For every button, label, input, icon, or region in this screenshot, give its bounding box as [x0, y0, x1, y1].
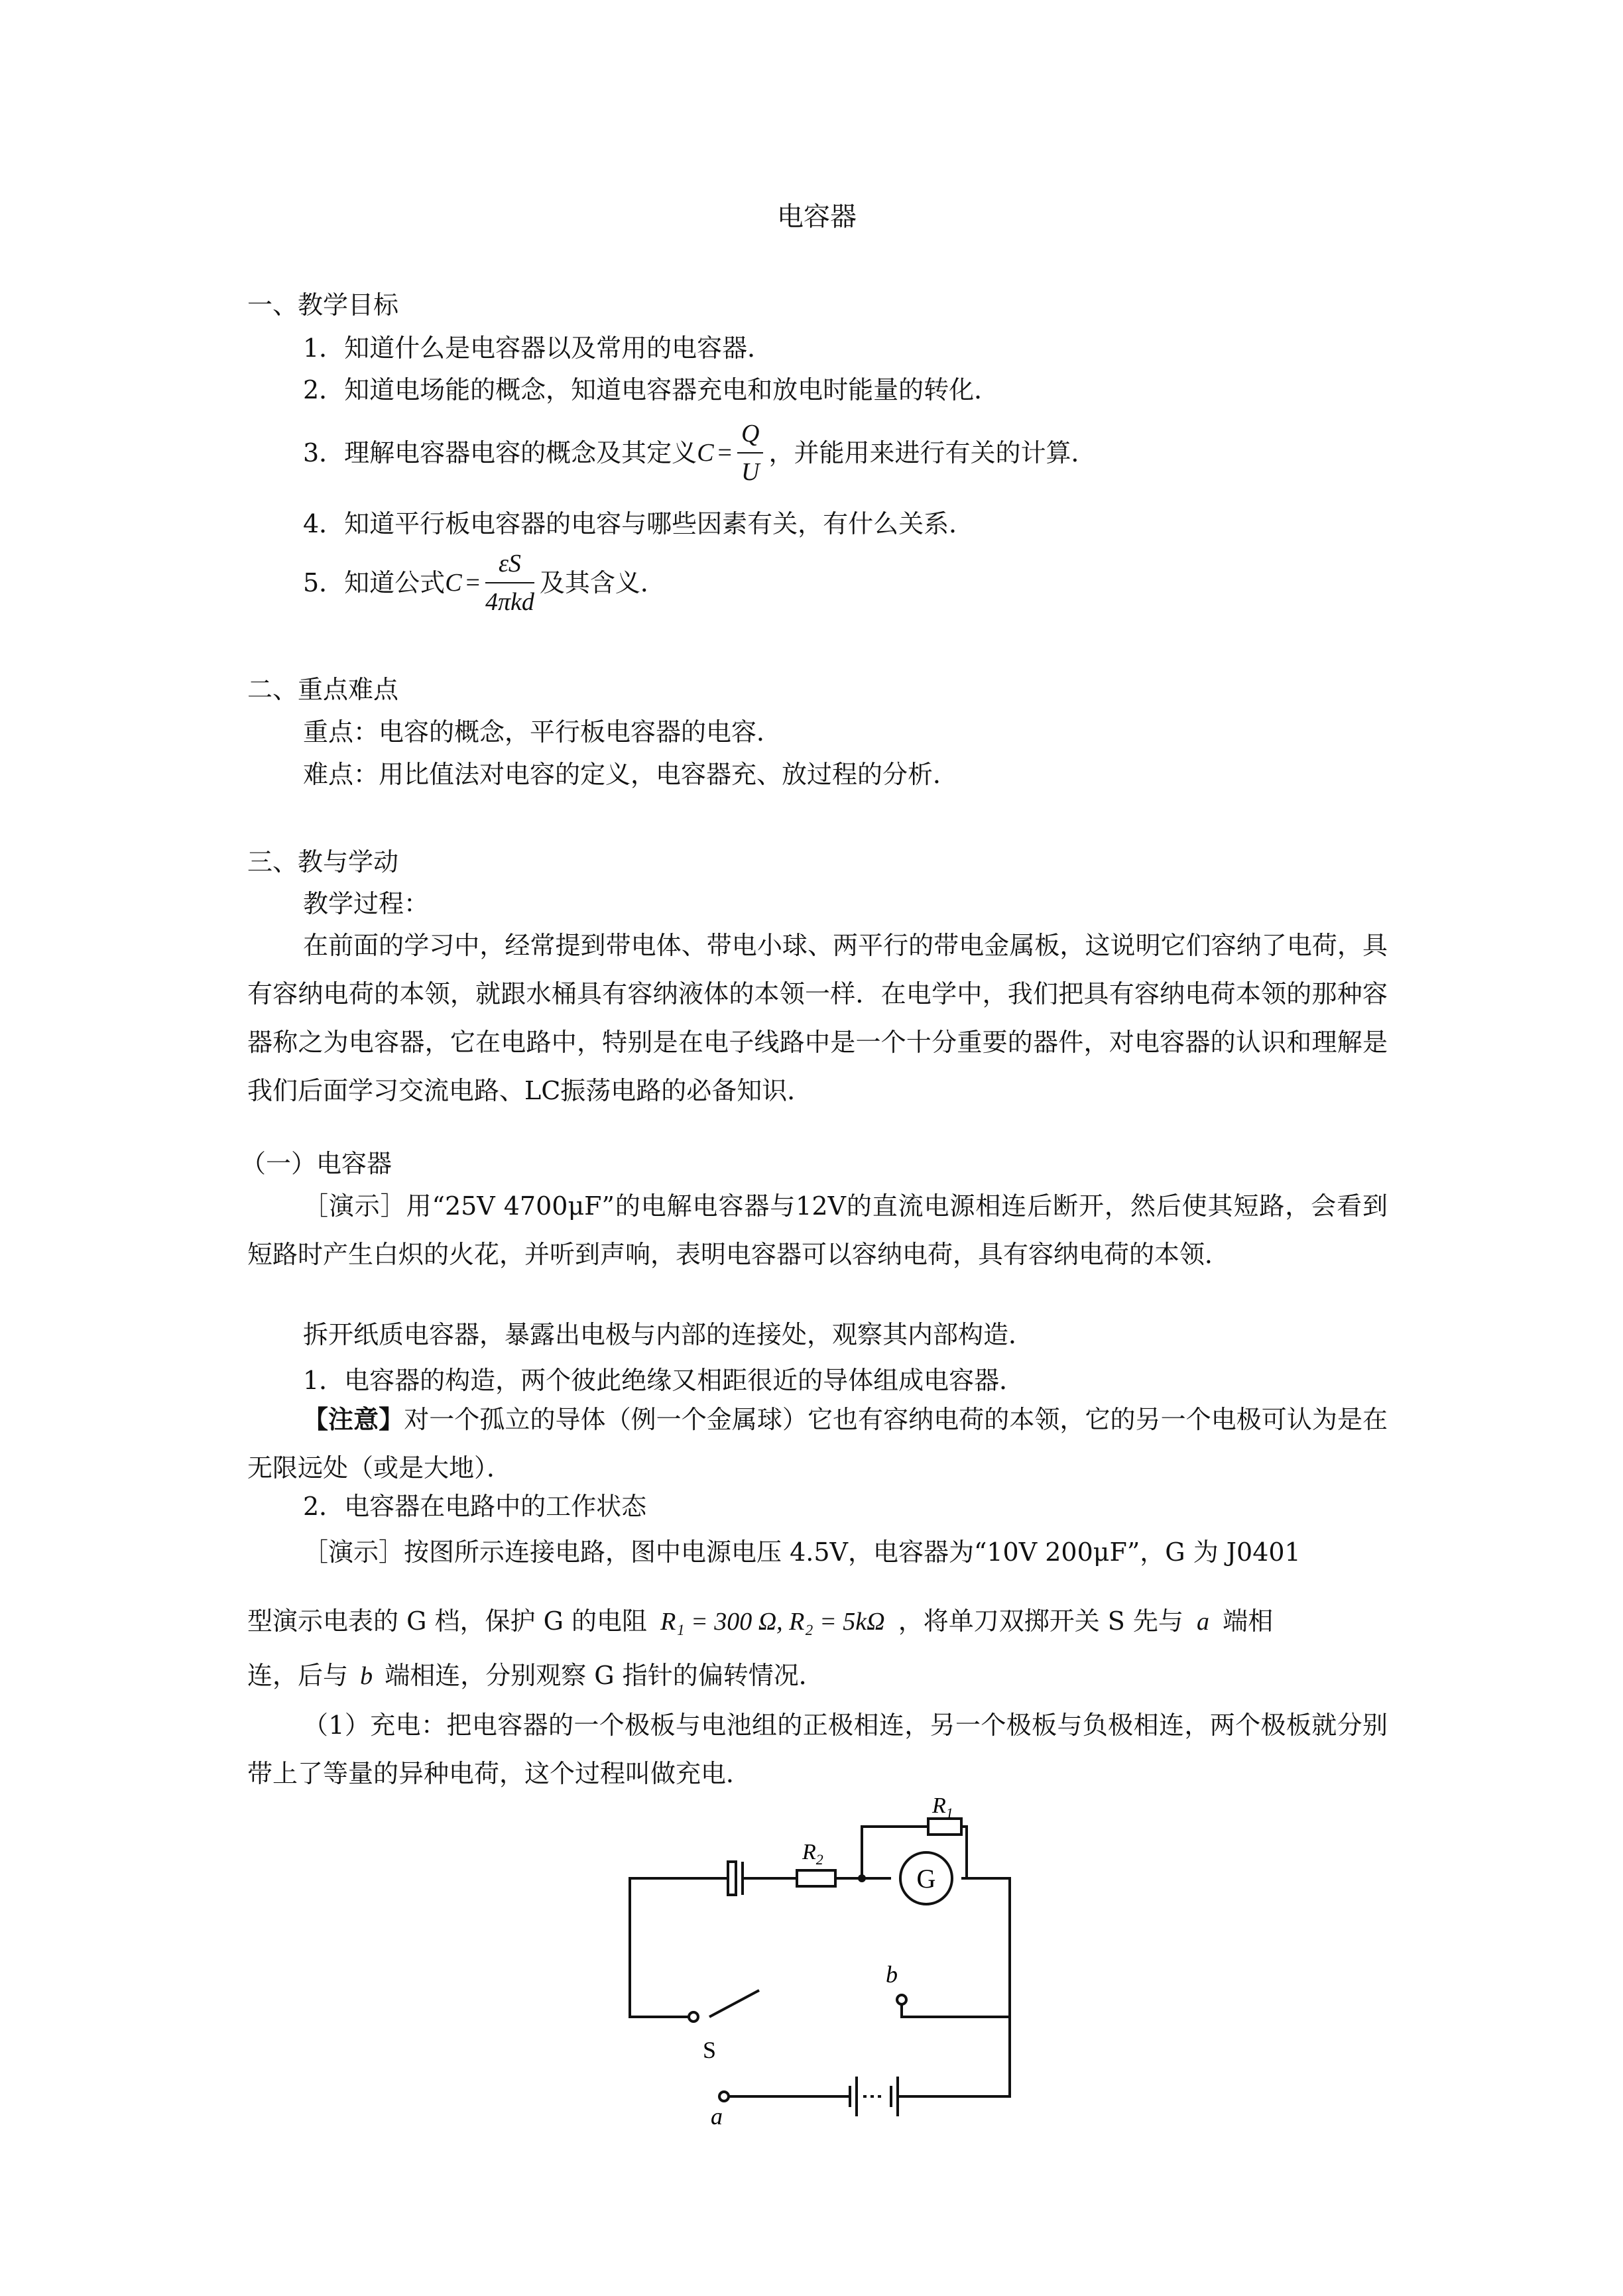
- terminal-b-text: b: [360, 1662, 373, 1690]
- objective-3-tail: ，并能用来进行有关的计算．: [768, 438, 1097, 467]
- demo2-line2: [247, 1603, 1273, 1640]
- switch-pivot: [689, 2012, 698, 2022]
- section1-heading: 一、教学目标: [247, 290, 399, 320]
- circuit-diagram: [610, 1790, 1048, 2148]
- fraction-q-over-u: [737, 419, 763, 487]
- terminal-a: [719, 2092, 729, 2101]
- r1-subscript: 1: [945, 1805, 953, 1821]
- demo2-line3: [247, 1658, 824, 1694]
- r2-letter: R: [802, 1840, 816, 1864]
- demo2-text-d: 连，后与: [247, 1661, 349, 1690]
- resistor-r2: [797, 1870, 835, 1886]
- objective-4: 4．知道平行板电容器的电容与哪些因素有关，有什么关系．: [303, 509, 975, 538]
- capacitor-plate-left: [728, 1862, 736, 1895]
- demo2-line1: ［演示］按图所示连接电路，图中电源电压 4.5V，电容器为“10V 200μF”，G 为 J0401: [303, 1538, 1301, 1567]
- formula-c: C: [697, 439, 714, 467]
- demo2-text-a: 型演示电表的 G 档，保护 G 的电阻: [247, 1606, 648, 1636]
- fraction-denominator: 4πkd: [485, 588, 534, 616]
- terminal-a-text: a: [1196, 1608, 1209, 1636]
- switch-blade: [709, 1990, 759, 2017]
- demo2-text-b: ，将单刀双掷开关 S 先与: [898, 1606, 1183, 1636]
- open-paper-text: 拆开纸质电容器，暴露出电极与内部的连接处，观察其内部构造．: [303, 1320, 1034, 1349]
- a-label: a: [711, 2103, 723, 2130]
- difficult-point: 难点：用比值法对电容的定义，电容器充、放过程的分析．: [303, 760, 959, 789]
- r1-letter: R: [932, 1793, 946, 1818]
- fraction-capacitance: [485, 549, 534, 617]
- objective-3: [303, 419, 1096, 492]
- objective-5: [303, 549, 666, 622]
- terminal-b: [897, 1995, 906, 2004]
- objective-3-text: 3．理解电容器电容的概念及其定义: [303, 438, 697, 467]
- note-text: 对一个孤立的导体（例一个金属球）它也有容纳电荷的本领，它的另一个电极可认为是在无限远处（或是大地）．: [247, 1405, 1388, 1482]
- section2-heading: 二、重点难点: [247, 675, 399, 704]
- intro-paragraph: 在前面的学习中，经常提到带电体、带电小球、两平行的带电金属板，这说明它们容纳了电荷，具有容纳电荷的本领，就跟水桶具有容纳液体的本领一样．在电学中，我们把具有容纳电荷本领的那种容器称之为电容器，它在电路中，特别是在电子线路中是一个十分重要的器件，对电容器的认识和理解是我们后面学习交流电路、LC振荡电路的必备知识．: [247, 931, 1388, 1105]
- charging-paragraph: （1）充电：把电容器的一个极板与电池组的正极相连，另一个极板与负极相连，两个极板就分别带上了等量的异种电荷，这个过程叫做充电．: [247, 1711, 1388, 1788]
- section3-heading: 三、教与学动: [247, 847, 399, 876]
- demo1-paragraph: ［演示］用“25V 4700μF”的电解电容器与12V的直流电源相连后断开，然后使其短路，会看到短路时产生白炽的火花，并听到声响，表明电容器可以容纳电荷，具有容纳电荷的本领．: [247, 1191, 1388, 1269]
- note-label: 【注意】: [303, 1404, 404, 1434]
- demo2-text-c: 端相: [1223, 1606, 1274, 1636]
- wire-right-to-battery: [898, 2017, 1010, 2096]
- page-title: 电容器: [777, 202, 857, 232]
- formula-equals: =: [717, 439, 732, 467]
- structure-text: 1．电容器的构造，两个彼此绝缘又相距很近的导体组成电容器．: [303, 1366, 1025, 1395]
- process-label: 教学过程：: [303, 889, 430, 918]
- fraction-numerator: Q: [737, 419, 763, 453]
- fraction-numerator: εS: [485, 549, 534, 583]
- s-label: S: [703, 2037, 717, 2063]
- note-paragraph: [247, 1395, 1388, 1492]
- r1-label: [932, 1793, 953, 1821]
- demo2-text-e: 端相连，分别观察 G 指针的偏转情况．: [385, 1661, 824, 1690]
- junction-dot: [858, 1874, 866, 1882]
- r2-label: [802, 1840, 823, 1868]
- formula-equals: =: [465, 569, 480, 597]
- key-point: 重点：电容的概念，平行板电容器的电容．: [303, 717, 782, 747]
- resistor-r1: [928, 1819, 961, 1835]
- objective-1: 1．知道什么是电容器以及常用的电容器．: [303, 333, 773, 363]
- working-state-heading: 2．电容器在电路中的工作状态: [303, 1492, 647, 1521]
- wire-left: [630, 1878, 728, 2017]
- objective-5-text: 5．知道公式: [303, 568, 446, 597]
- r2-subscript: 2: [815, 1851, 823, 1868]
- subsection1-heading: （一）电容器: [241, 1149, 392, 1178]
- objective-5-tail: 及其含义．: [539, 568, 666, 597]
- b-label: b: [886, 1961, 898, 1988]
- fraction-denominator: U: [741, 458, 760, 486]
- galvanometer-label: G: [916, 1864, 936, 1894]
- objective-2: 2．知道电场能的概念，知道电容器充电和放电时能量的转化．: [303, 375, 1000, 404]
- formula-c: C: [445, 569, 462, 597]
- resistor-values: R₁ = 300 Ω, R₂ = 5kΩ: [660, 1608, 885, 1636]
